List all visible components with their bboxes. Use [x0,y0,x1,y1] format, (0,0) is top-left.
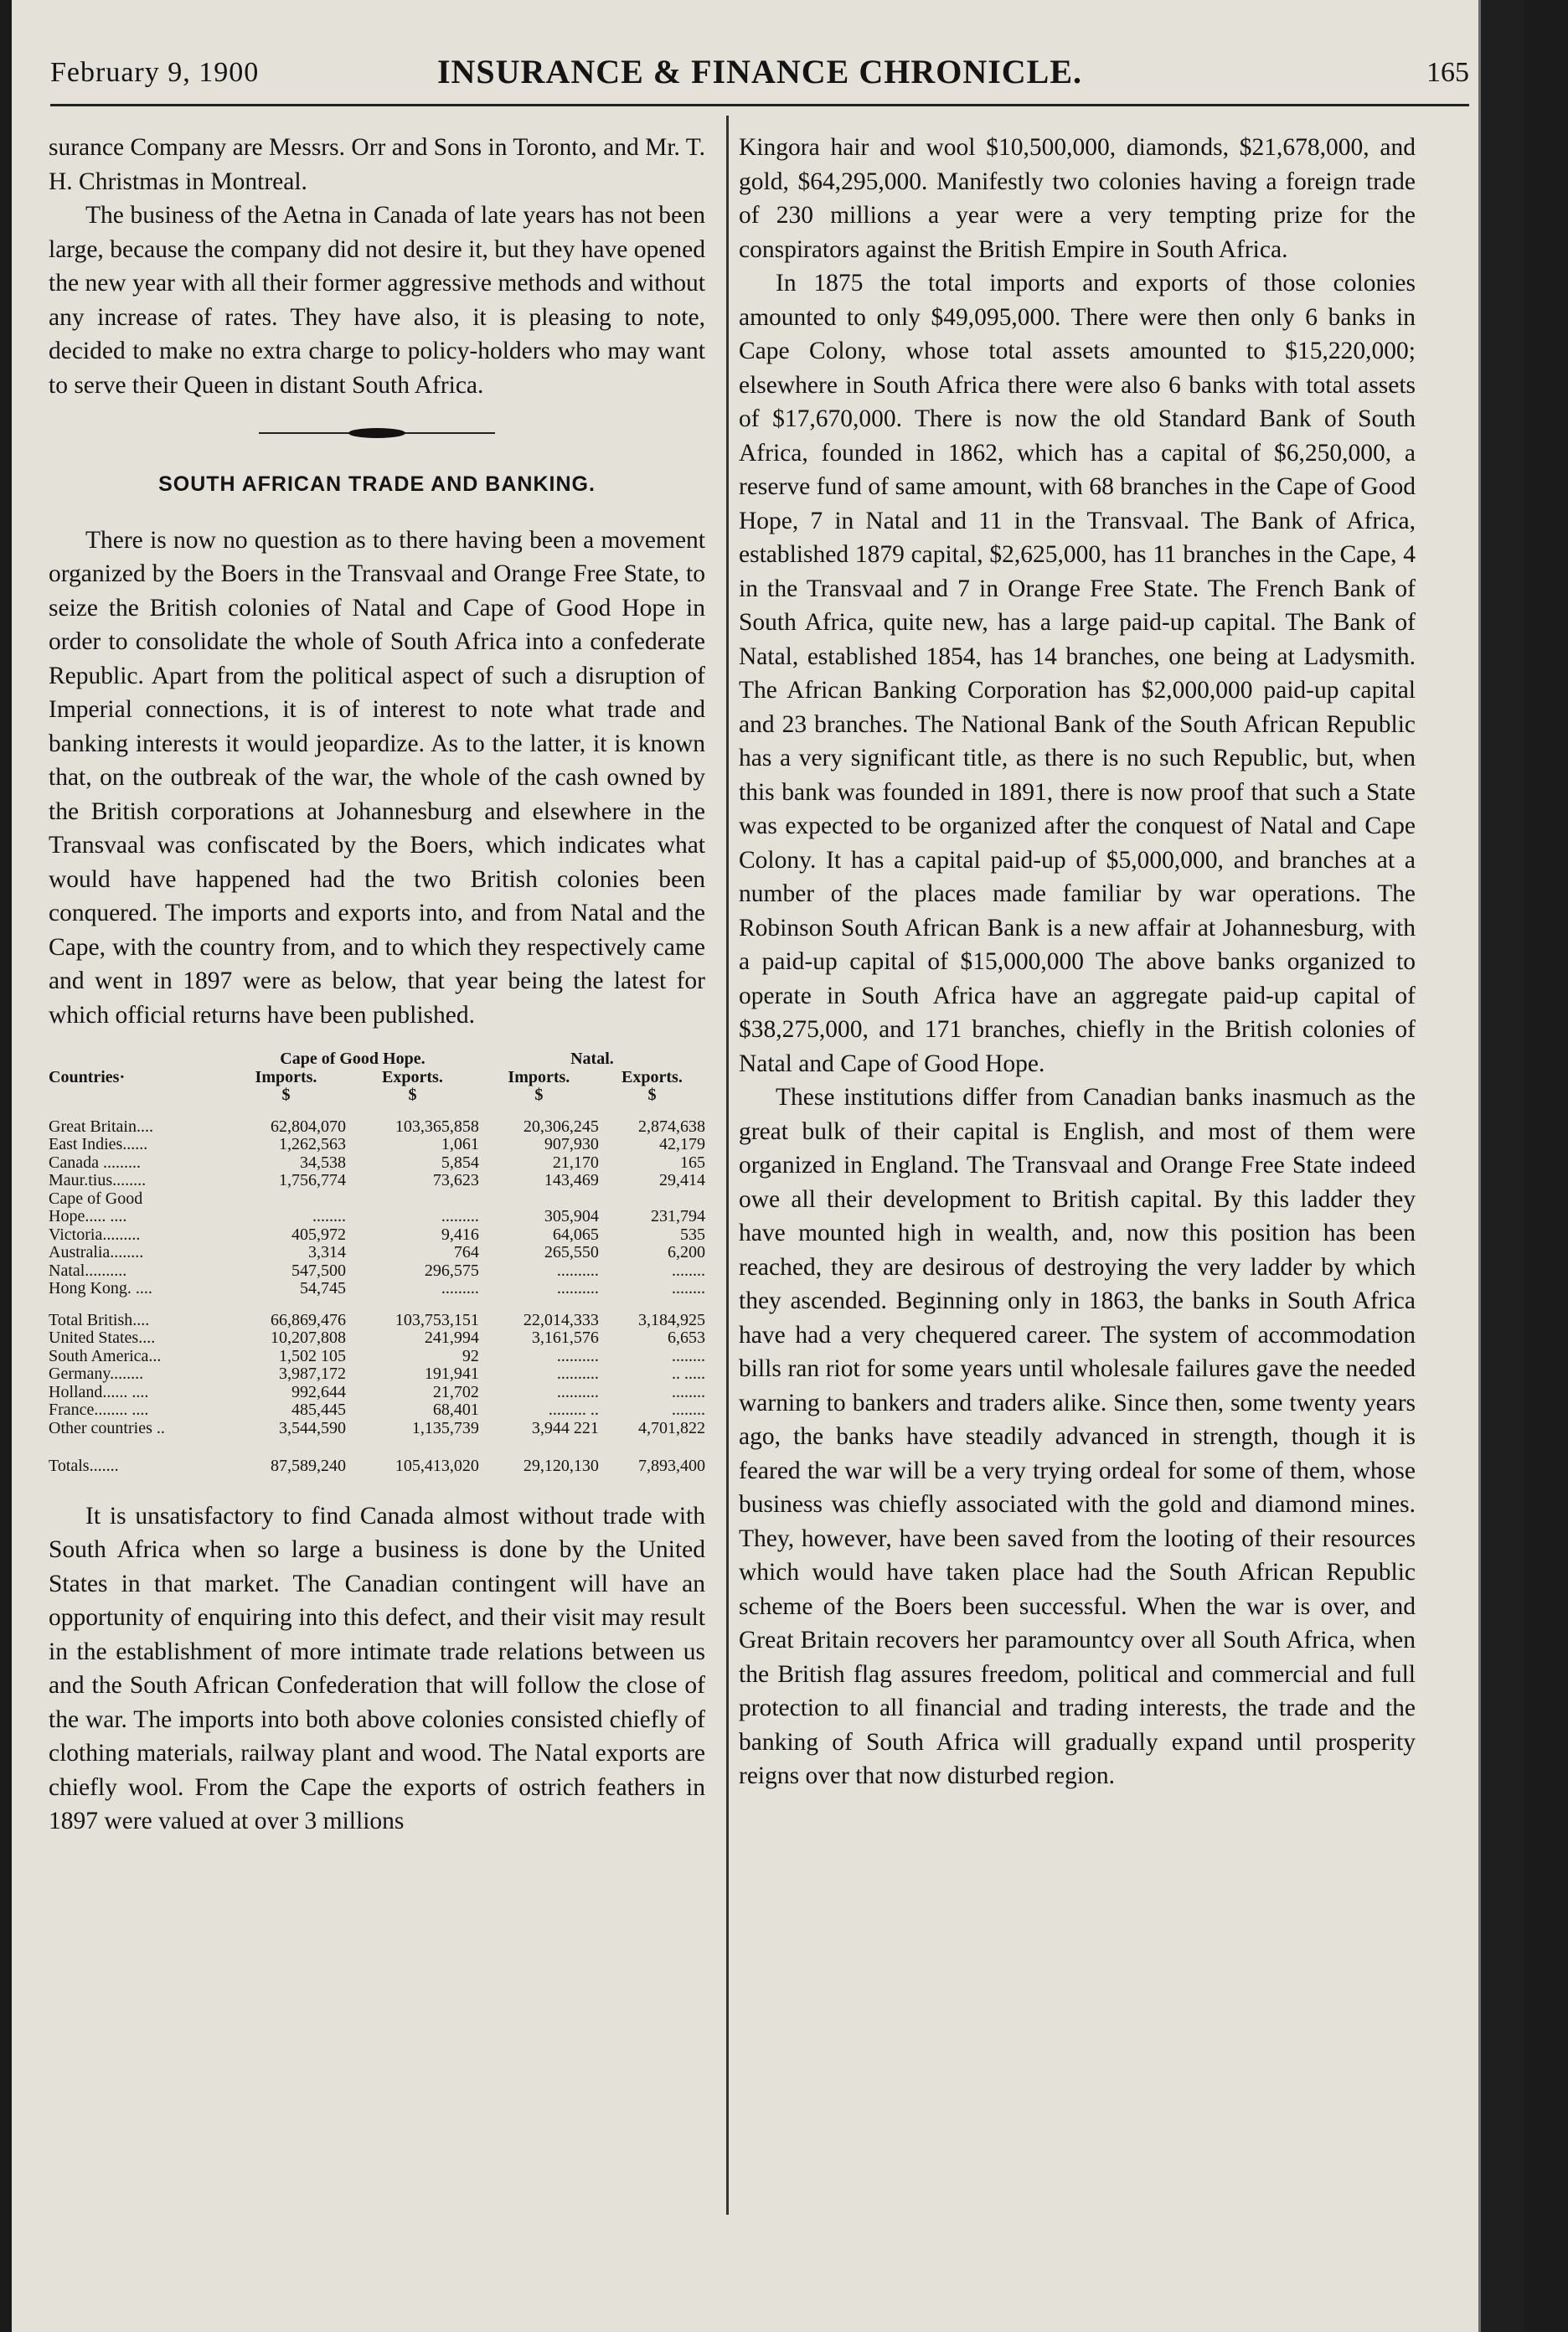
natal-exports-cell: .. ..... [672,1365,705,1383]
cape-exports-cell: 5,854 [441,1153,479,1172]
table-row [49,1244,705,1262]
table-row [49,1348,705,1366]
table-spacer [49,1105,705,1118]
natal-exports-cell: ........ [672,1346,705,1365]
cape-imports-cell: ........ [312,1207,346,1225]
country-cell: Natal.......... [49,1261,127,1280]
col-natal-imports: Imports. [508,1067,570,1086]
cape-exports-cell: 296,575 [424,1261,479,1280]
cape-imports-cell: 66,869,476 [271,1310,346,1329]
group-cape: Cape of Good Hope. [280,1050,426,1068]
natal-exports-cell [599,1190,705,1209]
cape-exports-cell: 9,416 [441,1225,479,1244]
table-column-header [49,1069,705,1087]
natal-imports-cell: 22,014,333 [523,1310,599,1329]
issue-date: February 9, 1900 [50,57,260,88]
cape-imports-cell: 62,804,070 [271,1117,346,1136]
natal-exports-cell: 29,414 [659,1171,705,1189]
table-row [49,1154,705,1173]
currency-symbol: $ [534,1086,544,1104]
cape-exports-cell [346,1190,479,1209]
cape-exports-cell: 1,061 [441,1135,479,1153]
cape-imports-cell: 3,314 [308,1243,346,1261]
cape-exports-cell: 73,623 [432,1171,479,1189]
table-spacer [49,1298,705,1312]
table-row [49,1329,705,1348]
cape-imports-cell: 10,207,808 [271,1329,346,1347]
natal-exports-cell: ........ [672,1382,705,1401]
section-title: SOUTH AFRICAN TRADE AND BANKING. [158,472,596,496]
table-row [49,1420,705,1438]
right-column [739,131,1416,1793]
country-cell: Total British.... [49,1310,150,1329]
natal-imports-cell: 265,550 [544,1243,599,1261]
cape-exports-cell: ......... [441,1207,479,1225]
cape-exports-cell: 191,941 [424,1365,479,1383]
natal-imports-cell: .......... [556,1382,599,1401]
publication-title: INSURANCE & FINANCE CHRONICLE. [436,53,1083,90]
country-cell: Hong Kong. .... [49,1279,152,1298]
country-cell: United States.... [49,1329,156,1347]
natal-exports-cell: ........ [672,1261,705,1280]
country-cell: Germany........ [49,1365,144,1383]
cape-imports-cell: 87,589,240 [271,1457,346,1475]
col-cape-exports: Exports. [382,1067,443,1086]
natal-imports-cell: ......... .. [548,1401,599,1419]
newspaper-page [12,0,1524,2332]
country-cell: East Indies...... [49,1135,148,1153]
country-cell: Great Britain.... [49,1117,153,1136]
natal-imports-cell: 3,161,576 [531,1329,599,1347]
cape-exports-cell: 1,135,739 [411,1418,479,1437]
natal-imports-cell: .......... [556,1279,599,1298]
natal-imports-cell: 20,306,245 [523,1117,599,1136]
country-cell: Hope..... .... [49,1207,127,1225]
paragraph-boer-movement: There is now no question as to there having been a movement organized by the Boers in the Transvaal and Orange Free State, to seize the British colonies of Natal and Cape of Good Hope in order to consolidate the whole of South Africa into a confederate Republic. Apart from the political aspect of such a disruption of Imperial connections, it is of interest to note what trade and banking interests it would jeopardize. As to the latter, it is known that, on the outbreak of the war, the whole of the cash owned by the British corporations at Johannesburg and elsewhere in the Transvaal was confiscated by the Boers, which indicates what would have happened had the two British colonies been conquered. The imports and exports into, and from Natal and the Cape, with the country from, and to which they respectively came and went in 1897 were as below, that year being the latest for which official returns have been published. [49,526,705,1029]
natal-imports-cell: 29,120,130 [523,1457,599,1475]
natal-exports-cell: 6,200 [668,1243,705,1261]
natal-exports-cell: 3,184,925 [638,1310,705,1329]
cape-imports-cell: 1,262,563 [279,1135,346,1153]
cape-exports-cell: 764 [453,1243,479,1261]
cape-exports-cell: 68,401 [432,1401,479,1419]
country-cell: Victoria......... [49,1225,141,1244]
natal-exports-cell: 535 [680,1225,705,1244]
table-row [49,1172,705,1190]
natal-exports-cell: 2,874,638 [638,1117,705,1136]
paragraph-institutions: These institutions differ from Canadian banks inasmuch as the great bulk of their capital is English, and most of them were organized in England. The Transvaal and Orange Free State indeed owe all their development to British capital. By this ladder they have mounted high in wealth, and, now this position has been reached, they are desirous of destroying the very ladder by which they ascended. Beginning only in 1863, the banks in South Africa have had a very chequered career. The system of accommodation bills ran riot for some years until wholesale failures gave the needed warning to bankers and traders alike. Since then, some twenty years ago, the banks have steadily advanced in strength, though it is feared the war will be a very trying ordeal for some of them, whose business was chiefly associated with the gold and diamond mines. They, however, have been saved from the looting of their resources which would have taken place had the South African Republic scheme of the Boers been successful. When the war is over, and Great Britain recovers her paramountcy over all South Africa, when the British flag assures freedom, political and commercial and full protection to all financial and trading interests, the trade and the banking of South Africa will gradually expand until prosperity reigns over that now disturbed region. [739,1084,1416,1789]
paragraph-cape-exports: Kingora hair and wool $10,500,000, diamonds, $21,678,000, and gold, $64,295,000. Manifestly two colonies having a foreign trade of 230 millions a year were a very tempting prize for the conspirators against the British Empire in South Africa. [739,134,1416,263]
country-cell: Cape of Good [49,1189,143,1208]
cape-imports-cell: 992,644 [291,1382,346,1401]
country-cell: South America... [49,1346,162,1365]
left-column [49,131,705,1839]
cape-imports-cell: 3,987,172 [279,1365,346,1383]
table-row [49,1208,705,1226]
currency-symbol: $ [647,1086,657,1104]
cape-imports-cell: 1,502 105 [279,1346,346,1365]
country-cell: France........ .... [49,1401,149,1419]
natal-imports-cell: 21,170 [552,1153,599,1172]
col-countries: Countries· [49,1067,126,1086]
natal-exports-cell: ........ [672,1279,705,1298]
cape-exports-cell: 105,413,020 [395,1457,479,1475]
cape-imports-cell: 34,538 [300,1153,346,1172]
country-cell: Other countries .. [49,1418,165,1437]
table-row [49,1262,705,1281]
cape-imports-cell [226,1190,346,1209]
cape-imports-cell: 1,756,774 [279,1171,346,1189]
cape-imports-cell: 405,972 [291,1225,346,1244]
column-divider [726,116,729,2215]
table-row [49,1401,705,1420]
table-row [49,1136,705,1154]
trade-table [49,1050,705,1476]
natal-imports-cell: .......... [556,1261,599,1280]
table-group-header [49,1050,705,1069]
table-row [49,1280,705,1298]
natal-exports-cell: ........ [672,1401,705,1419]
table-row [49,1190,705,1209]
cape-exports-cell: ......... [441,1279,479,1298]
natal-imports-cell: 907,930 [544,1135,599,1153]
table-row [49,1384,705,1402]
cape-imports-cell: 547,500 [291,1261,346,1280]
country-cell: Holland...... .... [49,1382,149,1401]
natal-exports-cell: 6,653 [668,1329,705,1347]
cape-exports-cell: 103,365,858 [395,1117,479,1136]
paragraph-aetna-agents: surance Company are Messrs. Orr and Sons in Toronto, and Mr. T. H. Christmas in Montreal. [49,134,705,195]
natal-exports-cell: 42,179 [659,1135,705,1153]
cape-exports-cell: 92 [462,1346,479,1365]
natal-imports-cell: 64,065 [552,1225,599,1244]
natal-exports-cell: 4,701,822 [638,1418,705,1437]
book-binding-edge [1478,0,1524,2332]
paragraph-banks-history: In 1875 the total imports and exports of those colonies amounted to only $49,095,000. There were then only 6 banks in Cape Colony, whose total assets amounted to $15,220,000; elsewhere in South Africa there were also 6 banks with total assets of $17,670,000. There is now the old Standard Bank of South Africa, founded in 1862, which has a capital of $6,250,000, a reserve fund of same amount, with 68 branches in the Cape of Good Hope, 7 in Natal and 11 in the Transvaal. The Bank of Africa, established 1879 capital, $2,625,000, has 11 branches in the Cape, 4 in the Transvaal and 7 in Orange Free State. The French Bank of South Africa, quite new, has a large paid-up capital. The Bank of Natal, established 1854, has 14 branches, one being at Ladysmith. The African Banking Corporation has $2,000,000 paid-up capital and 23 branches. The National Bank of the South African Republic has a very significant title, as there is no such Republic, but, when this bank was founded in 1891, there is now proof that such a State was expected to be organized after the conquest of Natal and Cape Colony. It has a capital paid-up of $5,000,000, and branches at a number of the places made familiar by war operations. The Robinson South African Bank is a new affair at Johannesburg, with a paid-up capital of $15,000,000 The above banks organized to operate in South Africa have an aggregate paid-up capital of $38,275,000, and 171 branches, chiefly in the British colonies of Natal and Cape of Good Hope. [739,270,1416,1077]
col-cape-imports: Imports. [255,1067,317,1086]
natal-imports-cell [479,1190,599,1209]
table-row [49,1451,705,1476]
table-row [49,1312,705,1330]
cape-imports-cell: 54,745 [300,1279,346,1298]
section-ornament [259,424,495,442]
currency-symbol: $ [408,1086,417,1104]
table-row [49,1118,705,1137]
group-natal: Natal. [570,1050,614,1068]
natal-imports-cell: 3,944 221 [531,1418,599,1437]
natal-imports-cell: 143,469 [544,1171,599,1189]
country-cell: Totals....... [49,1457,119,1475]
table-row [49,1226,705,1245]
paragraph-canada-trade: It is unsatisfactory to find Canada almost without trade with South Africa when so large a business is done by the United States in that market. The Canadian contingent will have an opportunity of enquiring into this defect, and their visit may result in the establishment of more intimate trade relations between us and the South African Confederation that will follow the close of the war. The imports into both above colonies consisted chiefly of clothing materials, railway plant and wood. The Natal exports are chiefly wool. From the Cape the exports of ostrich feathers in 1897 were valued at over 3 millions [49,1502,705,1834]
cape-imports-cell: 485,445 [291,1401,346,1419]
natal-exports-cell: 231,794 [651,1207,705,1225]
cape-exports-cell: 241,994 [424,1329,479,1347]
page-header [50,52,1469,104]
header-rule [50,104,1469,106]
table-spacer [49,1437,705,1451]
currency-symbol: $ [281,1086,291,1104]
cape-exports-cell: 21,702 [432,1382,479,1401]
country-cell: Maur.tius........ [49,1171,147,1189]
cape-imports-cell: 3,544,590 [279,1418,346,1437]
paragraph-aetna-business: The business of the Aetna in Canada of late years has not been large, because the company did not desire it, but they have opened the new year with all their former aggressive methods and without any increase of rates. They have also, it is pleasing to note, decided to make no extra charge to policy-holders who may want to serve their Queen in distant South Africa. [49,202,705,399]
table-row [49,1365,705,1384]
col-natal-exports: Exports. [622,1067,683,1086]
natal-imports-cell: 305,904 [544,1207,599,1225]
cape-exports-cell: 103,753,151 [395,1310,479,1329]
table-currency-row [49,1086,705,1105]
country-cell: Australia........ [49,1243,144,1261]
natal-exports-cell: 165 [680,1153,705,1172]
country-cell: Canada ......... [49,1153,141,1172]
natal-imports-cell: .......... [556,1346,599,1365]
page-number: 165 [1426,57,1469,88]
natal-exports-cell: 7,893,400 [638,1457,705,1475]
natal-imports-cell: .......... [556,1365,599,1383]
